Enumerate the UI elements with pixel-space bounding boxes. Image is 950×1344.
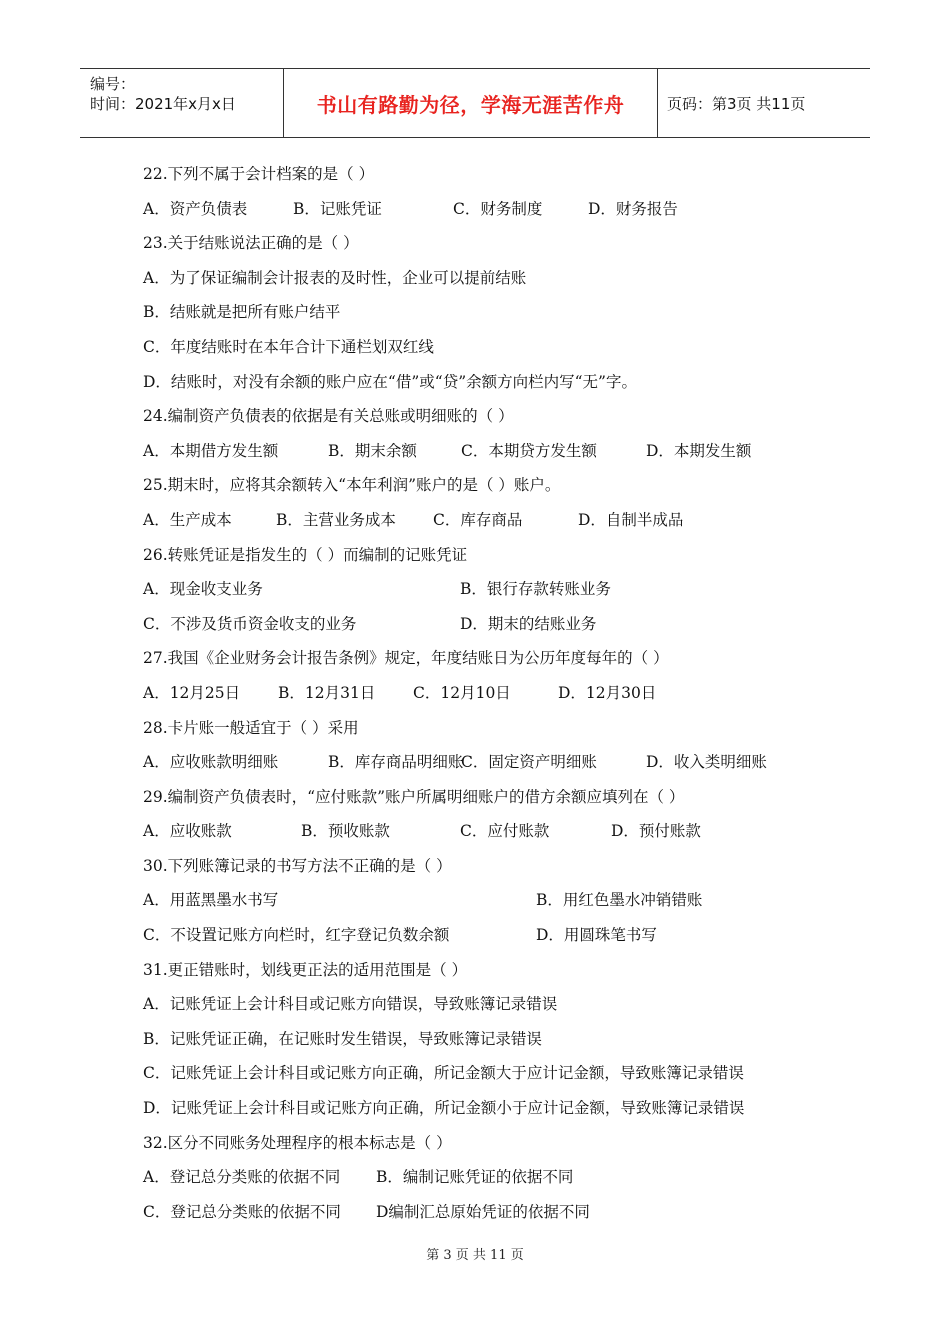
answer-option: A．应收账款 — [143, 822, 232, 841]
answer-option: B．银行存款转账业务 — [460, 580, 611, 599]
answer-option: B．记账凭证 — [293, 199, 382, 218]
question-stem: 28.卡片账一般适宜于（ ）采用 — [143, 718, 359, 737]
answer-option: B．编制记账凭证的依据不同 — [376, 1168, 574, 1187]
option-row — [143, 261, 823, 296]
answer-option: D．12月30日 — [558, 683, 657, 702]
answer-option: D编制汇总原始凭证的依据不同 — [376, 1202, 590, 1221]
answer-option: C．12月10日 — [413, 683, 511, 702]
option-row — [143, 1091, 823, 1126]
serial-number-label: 编号： — [90, 75, 136, 93]
option-row — [143, 330, 823, 365]
answer-option: C．年度结账时在本年合计下通栏划双红线 — [143, 337, 434, 356]
answer-option: C．库存商品 — [433, 510, 523, 529]
header-motto-cell — [283, 69, 658, 137]
header-info-cell — [80, 69, 283, 137]
option-row — [143, 745, 823, 780]
option-row — [143, 1195, 823, 1230]
option-row — [143, 1056, 823, 1091]
option-row — [143, 883, 823, 918]
answer-option: B．期末余额 — [328, 441, 417, 460]
option-row — [143, 572, 823, 607]
answer-option: A．现金收支业务 — [143, 580, 263, 599]
answer-option: C．固定资产明细账 — [461, 753, 597, 772]
option-row — [143, 987, 823, 1022]
answer-option: C．登记总分类账的依据不同 — [143, 1202, 341, 1221]
option-row — [143, 1022, 823, 1057]
question-stem: 26.转账凭证是指发生的（ ）而编制的记账凭证 — [143, 545, 468, 564]
answer-option: C．应付账款 — [460, 822, 550, 841]
answer-option: B．库存商品明细账 — [328, 753, 464, 772]
answer-option: B．主营业务成本 — [276, 510, 396, 529]
option-row — [143, 1160, 823, 1195]
option-row — [143, 434, 823, 469]
answer-option: D．期末的结账业务 — [460, 614, 597, 633]
answer-option: C．本期贷方发生额 — [461, 441, 597, 460]
answer-option: D．收入类明细账 — [646, 753, 767, 772]
answer-option: A．登记总分类账的依据不同 — [143, 1168, 341, 1187]
answer-option: D．用圆珠笔书写 — [536, 926, 657, 945]
answer-option: D．记账凭证上会计科目或记账方向正确，所记金额小于应计记金额，导致账簿记录错误 — [143, 1099, 745, 1118]
answer-option: B．结账就是把所有账户结平 — [143, 303, 341, 322]
answer-option: B．预收账款 — [301, 822, 390, 841]
page-number-label: 页码：第3页 共11页 — [667, 95, 806, 113]
answer-option: C．不涉及货币资金收支的业务 — [143, 614, 357, 633]
page-header — [80, 68, 870, 138]
answer-option: A．本期借方发生额 — [143, 441, 279, 460]
option-row — [143, 814, 823, 849]
answer-option: A．12月25日 — [143, 683, 241, 702]
time-label: 时间：2021年x月x日 — [90, 95, 236, 113]
answer-option: B．用红色墨水冲销错账 — [536, 891, 703, 910]
answer-option: B．12月31日 — [278, 683, 376, 702]
question-stem: 32.区分不同账务处理程序的根本标志是（ ） — [143, 1133, 452, 1152]
option-row — [143, 918, 823, 953]
question-stem: 29.编制资产负债表时，“应付账款”账户所属明细账户的借方余额应填列在（ ） — [143, 787, 685, 806]
answer-option: A．资产负债表 — [143, 199, 248, 218]
answer-option: A．为了保证编制会计报表的及时性，企业可以提前结账 — [143, 268, 527, 287]
answer-option: A．记账凭证上会计科目或记账方向错误，导致账簿记录错误 — [143, 995, 558, 1014]
question-stem: 22.下列不属于会计档案的是（ ） — [143, 165, 375, 183]
question-stem: 30.下列账簿记录的书写方法不正确的是（ ） — [143, 856, 452, 875]
motto: 书山有路勤为径，学海无涯苦作舟 — [316, 92, 625, 117]
answer-option: A．生产成本 — [143, 510, 232, 529]
answer-option: D．预付账款 — [611, 822, 701, 841]
option-row — [143, 676, 823, 711]
option-row — [143, 607, 823, 642]
question-stem: 23.关于结账说法正确的是（ ） — [143, 234, 359, 253]
answer-option: C．不设置记账方向栏时，红字登记负数余额 — [143, 926, 450, 945]
answer-option: D．本期发生额 — [646, 441, 752, 460]
question-stem: 31.更正错账时，划线更正法的适用范围是（ ） — [143, 960, 468, 979]
option-row — [143, 192, 823, 227]
question-stem: 27.我国《企业财务会计报告条例》规定，年度结账日为公历年度每年的（ ） — [143, 649, 669, 668]
answer-option: C．财务制度 — [453, 199, 543, 218]
option-row — [143, 365, 823, 400]
question-stem: 24.编制资产负债表的依据是有关总账或明细账的（ ） — [143, 407, 514, 426]
header-page-cell — [657, 69, 870, 137]
question-list — [143, 157, 823, 1229]
answer-option: D．结账时，对没有余额的账户应在“借”或“贷”余额方向栏内写“无”字。 — [143, 372, 637, 391]
answer-option: A．用蓝黑墨水书写 — [143, 891, 279, 910]
answer-option: D．财务报告 — [588, 199, 678, 218]
answer-option: B．记账凭证正确，在记账时发生错误，导致账簿记录错误 — [143, 1029, 542, 1048]
answer-option: C．记账凭证上会计科目或记账方向正确，所记金额大于应计记金额，导致账簿记录错误 — [143, 1064, 744, 1083]
page-footer: 第 3 页 共 11 页 — [426, 1248, 524, 1263]
question-stem: 25.期末时，应将其余额转入“本年利润”账户的是（ ）账户。 — [143, 476, 561, 495]
answer-option: A．应收账款明细账 — [143, 753, 279, 772]
option-row — [143, 295, 823, 330]
answer-option: D．自制半成品 — [578, 510, 684, 529]
option-row — [143, 503, 823, 538]
